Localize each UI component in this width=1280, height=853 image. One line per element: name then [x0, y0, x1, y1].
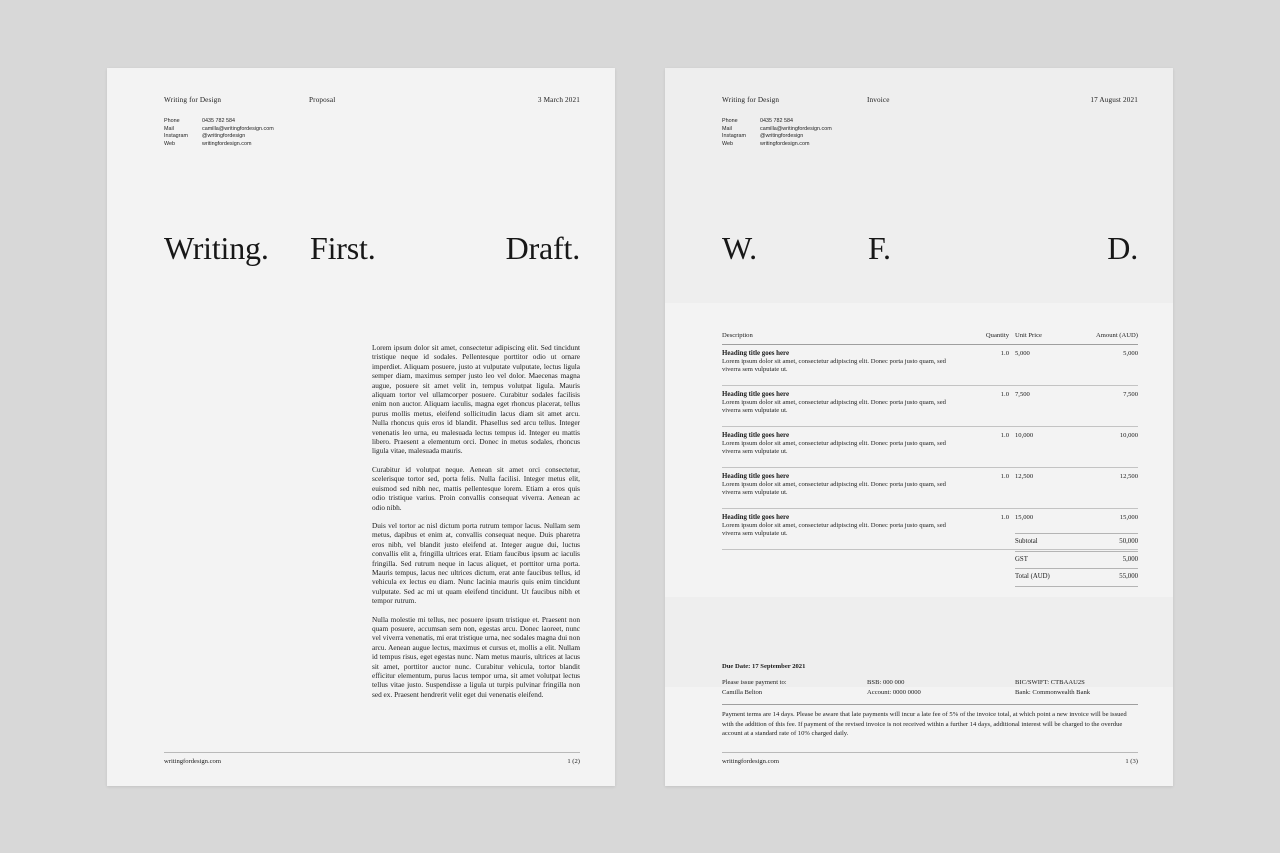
totals-value: 55,000 — [1119, 573, 1138, 580]
contact-row-web — [722, 141, 832, 149]
line-item-description: Lorem ipsum dolor sit amet, consectetur adipiscing elit. Donec porta justo quam, sed viverra sem vulputate ut. — [722, 358, 946, 374]
line-item-title: Heading title goes here — [722, 473, 790, 480]
totals-row-gst — [1015, 552, 1138, 570]
display-word-2: F. — [868, 230, 891, 266]
line-item-amount: 7,500 — [1123, 391, 1138, 398]
payee-instruction: Please issue payment to: — [722, 679, 787, 687]
line-item-unit-price: 10,000 — [1015, 432, 1034, 439]
line-item-description: Lorem ipsum dolor sit amet, consectetur adipiscing elit. Donec porta justo quam, sed viverra sem vulputate ut. — [722, 440, 946, 456]
line-item-amount: 10,000 — [1119, 432, 1138, 439]
footer-page-number: 1 (3) — [1125, 758, 1138, 765]
document-type: Proposal — [309, 96, 336, 104]
column-header-quantity: Quantity — [985, 332, 1009, 339]
proposal-display-heading — [164, 228, 580, 272]
invoice-page — [665, 68, 1173, 786]
payment-details — [722, 662, 1138, 738]
line-item-amount: 12,500 — [1119, 473, 1138, 480]
contact-label: Phone — [722, 118, 738, 124]
line-item-quantity: 1.0 — [1000, 514, 1009, 521]
display-word-1: Writing. — [164, 230, 269, 266]
line-item-unit-price: 15,000 — [1015, 514, 1034, 521]
line-item-title: Heading title goes here — [722, 350, 790, 357]
totals-label: GST — [1015, 555, 1028, 563]
invoice-footer — [722, 752, 1138, 765]
contact-label: Web — [722, 140, 733, 147]
invoice-totals — [1015, 533, 1138, 587]
body-paragraph: Curabitur id volutpat neque. Aenean sit amet orci consectetur, scelerisque tortor sed, porta felis. Nulla facilisi. Integer metus elit, euismod sed nibh nec, mattis pellentesque lorem. Etiam a eros quis odio tristique varius. Proin convallis consequat viverra. Aenean ac odio nibh. — [372, 464, 580, 512]
proposal-footer — [164, 752, 580, 765]
contact-value: camilla@writingfordesign.com — [760, 125, 832, 132]
proposal-page — [107, 68, 615, 786]
line-item-title: Heading title goes here — [722, 391, 790, 398]
table-row — [722, 386, 1138, 427]
swift-code: BIC/SWIFT: CTBAAU2S — [1015, 679, 1085, 687]
line-item-title: Heading title goes here — [722, 514, 790, 521]
body-paragraph: Duis vel tortor ac nisl dictum porta rutrum tempor lacus. Nullam sem metus, dapibus et enim at, convallis consequat neque. Duis pharetra eros nibh, vel blandit justo eleifend at. Integer augue dui, luctus convallis elit a, fringilla ultrices erat. Etiam faucibus ipsum ac iaculis fringilla. Sed rutrum neque in lacus aliquet, et porttitor urna porta. Mauris tempus, lacus nec ultrices dictum, erat ante faucibus tellus, id vehicula ex lectus eu diam. Nunc lacinia mauris quis enim tincidunt vulputate. Sed ac mi ut quam eleifend tincidunt. Ut faucibus nibh et tempor rutrum. — [372, 520, 580, 606]
contact-value: @writingfordesign — [202, 133, 246, 140]
invoice-line-items-table — [722, 332, 1138, 550]
line-item-unit-price: 7,500 — [1015, 391, 1030, 398]
line-item-quantity: 1.0 — [1000, 473, 1009, 480]
contact-label: Mail — [164, 125, 174, 132]
contact-value: writingfordesign.com — [202, 140, 252, 147]
footer-website: writingfordesign.com — [722, 758, 779, 765]
line-item-amount: 5,000 — [1123, 350, 1138, 357]
brand-name: Writing for Design — [164, 96, 222, 104]
column-header-amount: Amount (AUD) — [1096, 332, 1138, 339]
column-header-description: Description — [722, 332, 753, 339]
footer-website: writingfordesign.com — [164, 758, 221, 765]
document-date: 17 August 2021 — [1090, 96, 1138, 104]
contact-row-web — [164, 141, 274, 149]
line-item-unit-price: 12,500 — [1015, 473, 1034, 480]
proposal-content — [164, 68, 580, 786]
contact-label: Instagram — [164, 133, 188, 140]
payee-name: Camilla Belton — [722, 688, 763, 696]
payee-column — [722, 678, 787, 697]
contact-label: Web — [164, 140, 175, 147]
body-paragraph: Nulla molestie mi tellus, nec posuere ipsum tristique et. Praesent non quam posuere, accumsan sem non, egestas arcu. Donec laoreet, nunc vel viverra venenatis, mi erat tristique urna, nec sodales magna dui non arcu. Aenean augue lectus, maximus et cursus et, mollis a elit. Nullam id tempus risus, eget egestas nunc. Nam metus mauris, ultrices at lacus sit amet, porttitor auctor nunc. Curabitur vehicula, tortor blandit efficitur elementum, purus lacus tempor urna, sit amet volutpat lectus tellus vitae justo. Suspendisse a ligula ut turpis pulvinar fringilla non sed ex. Praesent hendrerit velit eget dui venenatis eleifend. — [372, 614, 580, 699]
line-item-description: Lorem ipsum dolor sit amet, consectetur adipiscing elit. Donec porta justo quam, sed viverra sem vulputate ut. — [722, 481, 946, 497]
contact-value: 0435 782 584 — [760, 118, 793, 124]
totals-row-subtotal — [1015, 533, 1138, 552]
brand-name: Writing for Design — [722, 96, 780, 104]
contact-value: @writingfordesign — [760, 133, 804, 140]
display-word-3: Draft. — [505, 230, 580, 266]
contact-label: Phone — [164, 118, 180, 124]
bsb-number: BSB: 000 000 — [867, 679, 905, 687]
display-word-3: D. — [1107, 230, 1138, 266]
invoice-display-heading — [722, 228, 1138, 272]
line-item-quantity: 1.0 — [1000, 432, 1009, 439]
contact-block — [164, 118, 274, 148]
contact-value: writingfordesign.com — [760, 140, 810, 147]
line-item-quantity: 1.0 — [1000, 391, 1009, 398]
bank-account-column — [867, 678, 921, 697]
table-row — [722, 468, 1138, 509]
line-item-amount: 15,000 — [1119, 514, 1138, 521]
contact-value: 0435 782 584 — [202, 118, 235, 124]
body-paragraph: Lorem ipsum dolor sit amet, consectetur adipiscing elit. Sed tincidunt tristique neque id sodales. Pellentesque porttitor odio ut ornare imperdiet. Aliquam posuere, justo at vulputate vulputate, lectus ligula semper diam, maximus semper justo leo vel dolor. Maecenas magna augue, posuere sit amet velit in, tempus volutpat ligula. Mauris aliquam tortor vel ullamcorper posuere. Curabitur sodales facilisis enim non auctor. Aliquam iaculis, magna eget rhoncus placerat, tellus purus mollis metus, eleifend sollicitudin lacus diam sit amet arcu. Nulla rhoncus quis eros id blandit. Phasellus sed arcu tellus. Integer venenatis leo urna, eu malesuada lectus tempus id. Integer eu mattis libero. Praesent a elementum orci. Donec in metus sodales, rhoncus ligula vitae, malesuada mauris. — [372, 343, 580, 456]
contact-block — [722, 118, 832, 148]
contact-value: camilla@writingfordesign.com — [202, 125, 274, 132]
totals-value: 50,000 — [1119, 538, 1138, 545]
due-date: Due Date: 17 September 2021 — [722, 663, 806, 670]
invoice-content — [722, 68, 1138, 786]
totals-value: 5,000 — [1122, 555, 1138, 563]
totals-label: Total (AUD) — [1015, 573, 1050, 580]
bank-swift-column — [1015, 678, 1090, 697]
totals-label: Subtotal — [1015, 538, 1038, 545]
contact-row-instagram — [722, 133, 832, 141]
table-row — [722, 427, 1138, 468]
contact-row-mail — [722, 126, 832, 134]
display-word-2: First. — [310, 230, 376, 266]
contact-row-instagram — [164, 133, 274, 141]
contact-row-mail — [164, 126, 274, 134]
contact-row-phone — [722, 118, 832, 126]
column-header-unit-price: Unit Price — [1015, 332, 1042, 339]
contact-row-phone — [164, 118, 274, 126]
account-number: Account: 0000 0000 — [867, 688, 921, 696]
bank-name: Bank: Commonwealth Bank — [1015, 688, 1091, 696]
payment-columns — [722, 678, 1138, 698]
contact-label: Mail — [722, 125, 732, 132]
line-item-unit-price: 5,000 — [1015, 350, 1030, 357]
table-header-row — [722, 332, 1138, 345]
totals-row-total — [1015, 569, 1138, 587]
proposal-body — [372, 343, 580, 708]
line-item-quantity: 1.0 — [1000, 350, 1009, 357]
payment-terms: Payment terms are 14 days. Please be aware that late payments will incur a late fee of 5% of the invoice total, at which point a new invoice will be issued with the addition of this fee. If payment of the revised invoice is not received within a further 14 days, additional interest will be charged to the overdue account at a standard rate of 10% charged daily. — [722, 704, 1138, 738]
table-row — [722, 345, 1138, 386]
line-item-description: Lorem ipsum dolor sit amet, consectetur adipiscing elit. Donec porta justo quam, sed viverra sem vulputate ut. — [722, 522, 946, 538]
display-word-1: W. — [722, 230, 757, 266]
footer-page-number: 1 (2) — [567, 758, 580, 765]
line-item-description: Lorem ipsum dolor sit amet, consectetur adipiscing elit. Donec porta justo quam, sed viverra sem vulputate ut. — [722, 399, 946, 415]
document-type: Invoice — [867, 96, 890, 104]
document-date: 3 March 2021 — [537, 96, 580, 104]
line-item-title: Heading title goes here — [722, 432, 790, 439]
contact-label: Instagram — [722, 133, 746, 140]
